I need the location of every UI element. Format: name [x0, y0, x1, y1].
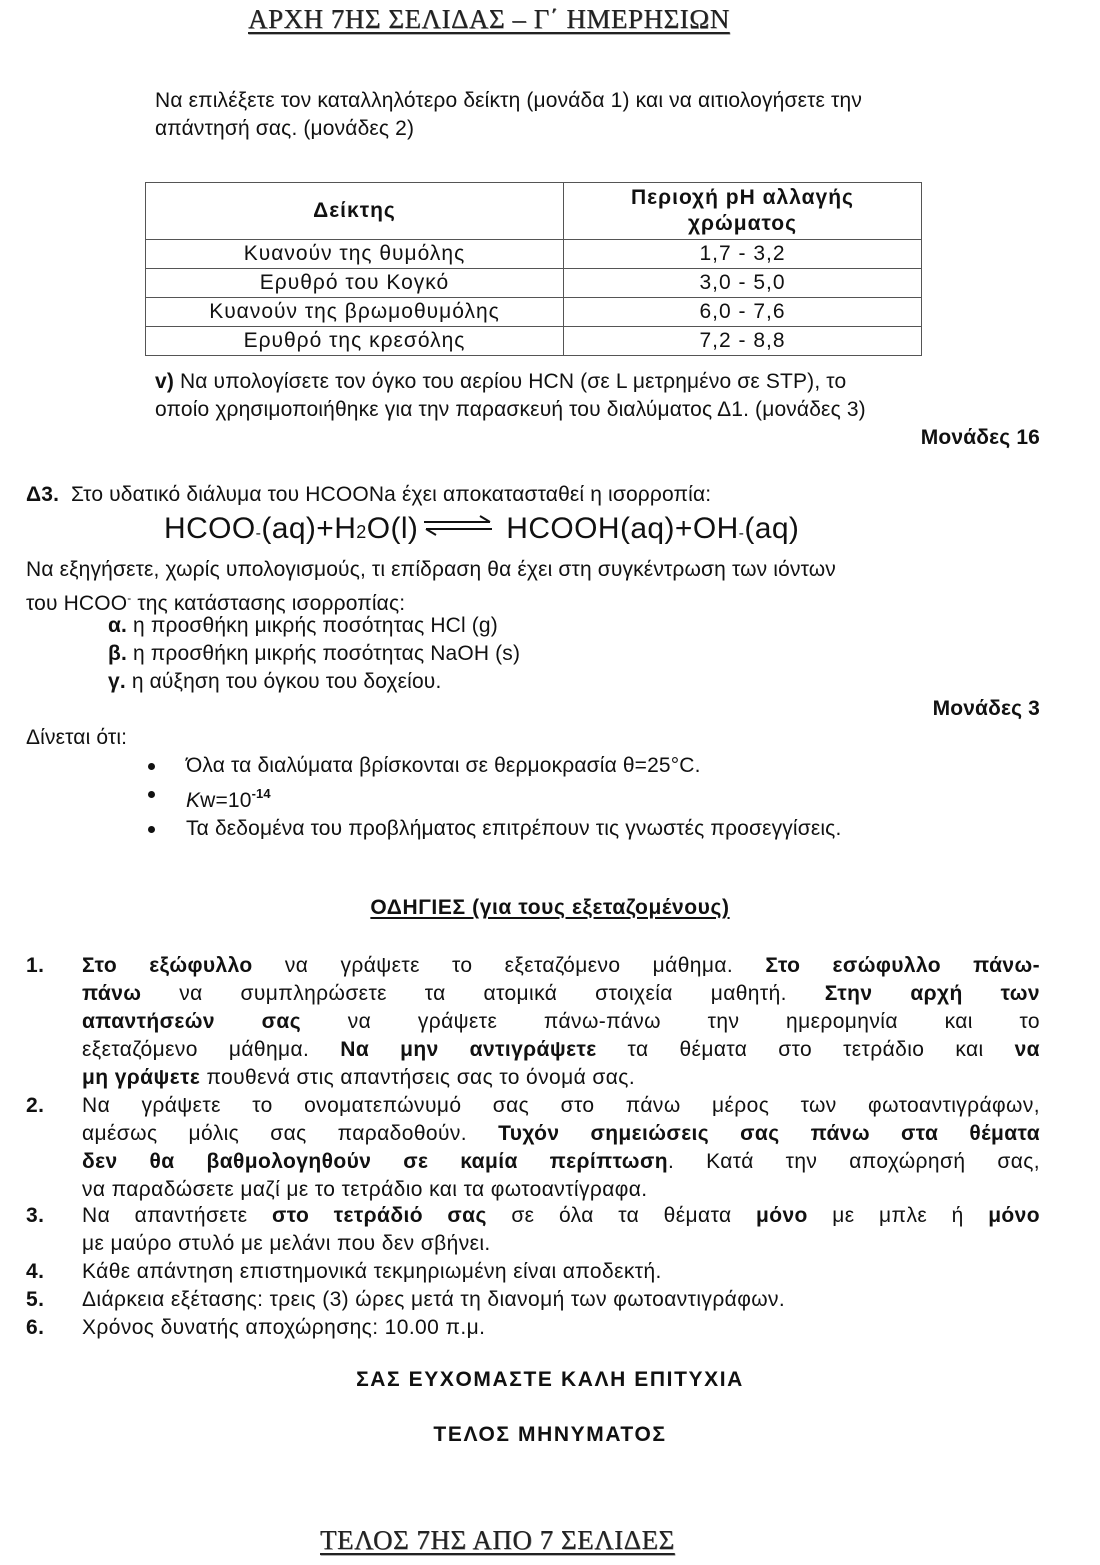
- instruction-line: [82, 980, 1040, 1008]
- closing-wish: ΣΑΣ ΕΥΧΟΜΑΣΤΕ ΚΑΛΗ ΕΠΙΤΥΧΙΑ: [356, 1368, 744, 1391]
- table-cell-range: 3,0 - 5,0: [564, 269, 922, 298]
- table-header-ph-range-line2: χρώματος: [687, 212, 798, 235]
- table-row: [146, 327, 922, 356]
- eq-water-subscript: 2: [356, 522, 367, 542]
- given-item: [148, 815, 841, 843]
- table-cell-indicator: Ερυθρό της κρεσόλης: [146, 327, 564, 356]
- instruction-emphasis: στο τετράδιό σας: [272, 1204, 487, 1227]
- instruction-text: πουθενά στις απαντήσεις σας το όνομά σας.: [200, 1066, 636, 1089]
- instruction-item: [26, 1286, 1040, 1314]
- table-cell-range: 6,0 - 7,6: [564, 298, 922, 327]
- table-header-ph-range-line1: Περιοχή pH αλλαγής: [631, 186, 854, 209]
- given-item-kw: [148, 780, 841, 815]
- instruction-text: με μπλε ή: [807, 1204, 989, 1227]
- kw-exponent: -14: [251, 786, 271, 801]
- instruction-number: 3.: [26, 1204, 45, 1227]
- table-cell-range: 1,7 - 3,2: [564, 240, 922, 269]
- table-header-ph-range: [564, 183, 922, 240]
- instruction-emphasis: δεν θα βαθμολογηθούν σε καμία περίπτωση: [82, 1150, 668, 1173]
- d3-item-label: α.: [108, 614, 128, 637]
- instruction-emphasis: Τυχόν σημειώσεις σας πάνω στα θέματα: [498, 1122, 1041, 1145]
- instruction-line: [82, 1008, 1040, 1036]
- given-list: [148, 752, 841, 843]
- eq-left-charge: -: [255, 525, 262, 542]
- d3-item-b: [108, 640, 520, 668]
- closing-end-message: ΤΕΛΟΣ ΜΗΝΥΜΑΤΟΣ: [433, 1423, 667, 1446]
- table-cell-range: 7,2 - 8,8: [564, 327, 922, 356]
- instruction-number: 1.: [26, 954, 45, 977]
- d3-item-a: [108, 612, 498, 640]
- instruction-emphasis: Στην αρχή των: [824, 982, 1040, 1005]
- d3-label: Δ3.: [26, 483, 60, 506]
- d3-intro: Στο υδατικό διάλυμα του HCOONa έχει αποκατασταθεί η ισορροπία:: [71, 483, 712, 506]
- given-item-text: Τα δεδομένα του προβλήματος επιτρέπουν τις γνωστές προσεγγίσεις.: [186, 817, 842, 840]
- instruction-text: να γράψετε πάνω-πάνω την ημερομηνία και το: [301, 1010, 1040, 1033]
- d3-ask-line2-b: της κατάστασης ισορροπίας:: [131, 592, 406, 615]
- question-v-text1: Να υπολογίσετε τον όγκο του αερίου HCN (σε L μετρημένο σε STP), το: [173, 370, 847, 393]
- page-footer: ΤΕΛΟΣ 7ΗΣ ΑΠΟ 7 ΣΕΛΙΔΕΣ: [320, 1525, 675, 1555]
- instruction-text: . Κατά την αποχώρησή σας,: [667, 1150, 1040, 1173]
- instruction-text: Κάθε απάντηση επιστημονικά τεκμηριωμένη είναι αποδεκτή.: [82, 1260, 662, 1283]
- table-cell-indicator: Κυανούν της βρωμοθυμόλης: [146, 298, 564, 327]
- instruction-text: να γράψετε το εξεταζόμενο μάθημα.: [252, 954, 766, 977]
- instruction-line: [82, 1036, 1040, 1064]
- instruction-body: [82, 952, 1040, 1092]
- page-header-title: ΑΡΧΗ 7ΗΣ ΣΕΛΙΔΑΣ – Γ΄ ΗΜΕΡΗΣΙΩΝ: [248, 4, 730, 34]
- question-v-line1: [155, 368, 846, 396]
- instruction-emphasis: Στο εξώφυλλο: [82, 954, 253, 977]
- table-cell-indicator: Ερυθρό του Κογκό: [146, 269, 564, 298]
- table-cell-indicator: Κυανούν της θυμόλης: [146, 240, 564, 269]
- instruction-number: 6.: [26, 1316, 45, 1339]
- instruction-text: Διάρκεια εξέτασης: τρεις (3) ώρες μετά τη διανομή των φωτοαντιγράφων.: [82, 1288, 786, 1311]
- indicator-table: [145, 182, 922, 356]
- instruction-body: [82, 1314, 1040, 1342]
- instruction-line: [82, 1092, 1040, 1120]
- instruction-text: Χρόνος δυνατής αποχώρησης: 10.00 π.μ.: [82, 1316, 486, 1339]
- given-item-text: Όλα τα διαλύματα βρίσκονται σε θερμοκρασία θ=25°C.: [186, 754, 701, 777]
- instruction-number: 5.: [26, 1288, 45, 1311]
- instruction-item: [26, 1314, 1040, 1342]
- eq-right-charge: -: [738, 525, 745, 542]
- instruction-line: [82, 1314, 1040, 1342]
- instruction-body: [82, 1092, 1040, 1204]
- d3-item-text: η προσθήκη μικρής ποσότητας HCl (g): [127, 614, 498, 637]
- eq-right-species: HCOOH(aq)+OH: [506, 512, 739, 545]
- eq-right-state: (aq): [744, 512, 800, 545]
- kw-k: K: [186, 789, 201, 812]
- question-v-points: Μονάδες 16: [920, 426, 1040, 449]
- instruction-emphasis: Στο εσώφυλλο πάνω-: [765, 954, 1040, 977]
- instruction-line: [82, 952, 1040, 980]
- d3-ask-line2-a: του HCOO: [26, 592, 128, 615]
- instruction-item: [26, 1202, 1040, 1258]
- instruction-line: [82, 1286, 1040, 1314]
- instruction-item: [26, 1258, 1040, 1286]
- question-iv-line1: Να επιλέξετε τον καταλληλότερο δείκτη (μονάδα 1) και να αιτιολογήσετε την: [155, 89, 862, 112]
- instruction-line: [82, 1202, 1040, 1230]
- d3-item-c: [108, 668, 441, 696]
- table-row: [146, 269, 922, 298]
- instruction-text: τα θέματα στο τετράδιο και: [596, 1038, 1015, 1061]
- table-header-indicator: Δείκτης: [146, 183, 564, 240]
- d3-ask-line2-charge: -: [127, 591, 132, 605]
- instruction-body: [82, 1286, 1040, 1314]
- d3-item-label: β.: [108, 642, 127, 665]
- instruction-item: [26, 952, 1040, 1092]
- given-item: [148, 752, 841, 780]
- d3-item-text: η αύξηση του όγκου του δοχείου.: [125, 670, 442, 693]
- instruction-text: με μαύρο στυλό με μελάνι που δεν σβήνει.: [82, 1232, 491, 1255]
- instruction-emphasis: απαντήσεών σας: [82, 1010, 302, 1033]
- instruction-emphasis: πάνω: [82, 982, 142, 1005]
- instruction-text: αμέσως μόλις σας παραδοθούν.: [82, 1122, 499, 1145]
- instruction-number: 4.: [26, 1260, 45, 1283]
- eq-water-rest: O(l): [366, 512, 419, 545]
- instruction-line: [82, 1148, 1040, 1176]
- instruction-text: να συμπληρώσετε τα ατομικά στοιχεία μαθητή.: [141, 982, 825, 1005]
- table-row: [146, 298, 922, 327]
- instruction-emphasis: μη γράψετε: [82, 1066, 201, 1089]
- question-iv-line2: απάντησή σας. (μονάδες 2): [155, 117, 415, 140]
- equilibrium-equation: [164, 512, 799, 546]
- instruction-line: [82, 1064, 1040, 1092]
- eq-left-species: HCOO: [164, 512, 256, 545]
- question-v-label: v): [155, 370, 174, 393]
- kw-rest: w=10: [200, 789, 252, 812]
- given-title: Δίνεται ότι:: [26, 726, 128, 749]
- instruction-text: Να απαντήσετε: [82, 1204, 273, 1227]
- eq-left-state: (aq)+H: [261, 512, 357, 545]
- question-v-line2: οποίο χρησιμοποιήθηκε για την παρασκευή του διαλύματος Δ1. (μονάδες 3): [155, 398, 866, 421]
- instruction-item: [26, 1092, 1040, 1204]
- instruction-line: [82, 1230, 1040, 1258]
- instruction-line: [82, 1176, 1040, 1204]
- instruction-line: [82, 1120, 1040, 1148]
- instruction-text: Να γράψετε το ονοματεπώνυμό σας στο πάνω μέρος των φωτοαντιγράφων,: [82, 1094, 1040, 1117]
- d3-points: Μονάδες 3: [932, 697, 1040, 720]
- instruction-body: [82, 1202, 1040, 1258]
- instruction-emphasis: μόνο: [756, 1204, 808, 1227]
- instruction-text: σε όλα τα θέματα: [486, 1204, 756, 1227]
- equilibrium-arrows-icon: [422, 512, 494, 538]
- table-row: [146, 240, 922, 269]
- instruction-body: [82, 1258, 1040, 1286]
- table-header-row: [146, 183, 922, 240]
- instruction-emphasis: μόνο: [988, 1204, 1040, 1227]
- d3-item-text: η προσθήκη μικρής ποσότητας NaOH (s): [126, 642, 521, 665]
- instruction-text: εξεταζόμενο μάθημα.: [82, 1038, 341, 1061]
- instruction-emphasis: Να μην αντιγράψετε: [340, 1038, 597, 1061]
- instruction-emphasis: να: [1014, 1038, 1040, 1061]
- instruction-text: να παραδώσετε μαζί με το τετράδιο και τα φωτοαντίγραφα.: [82, 1178, 648, 1201]
- instructions-title: ΟΔΗΓΙΕΣ (για τους εξεταζομένους): [370, 896, 730, 919]
- d3-item-label: γ.: [108, 670, 126, 693]
- instruction-line: [82, 1258, 1040, 1286]
- instruction-number: 2.: [26, 1094, 45, 1117]
- d3-intro-line: [26, 481, 711, 509]
- d3-ask-line1: Να εξηγήσετε, χωρίς υπολογισμούς, τι επίδραση θα έχει στη συγκέντρωση των ιόντων: [26, 558, 836, 581]
